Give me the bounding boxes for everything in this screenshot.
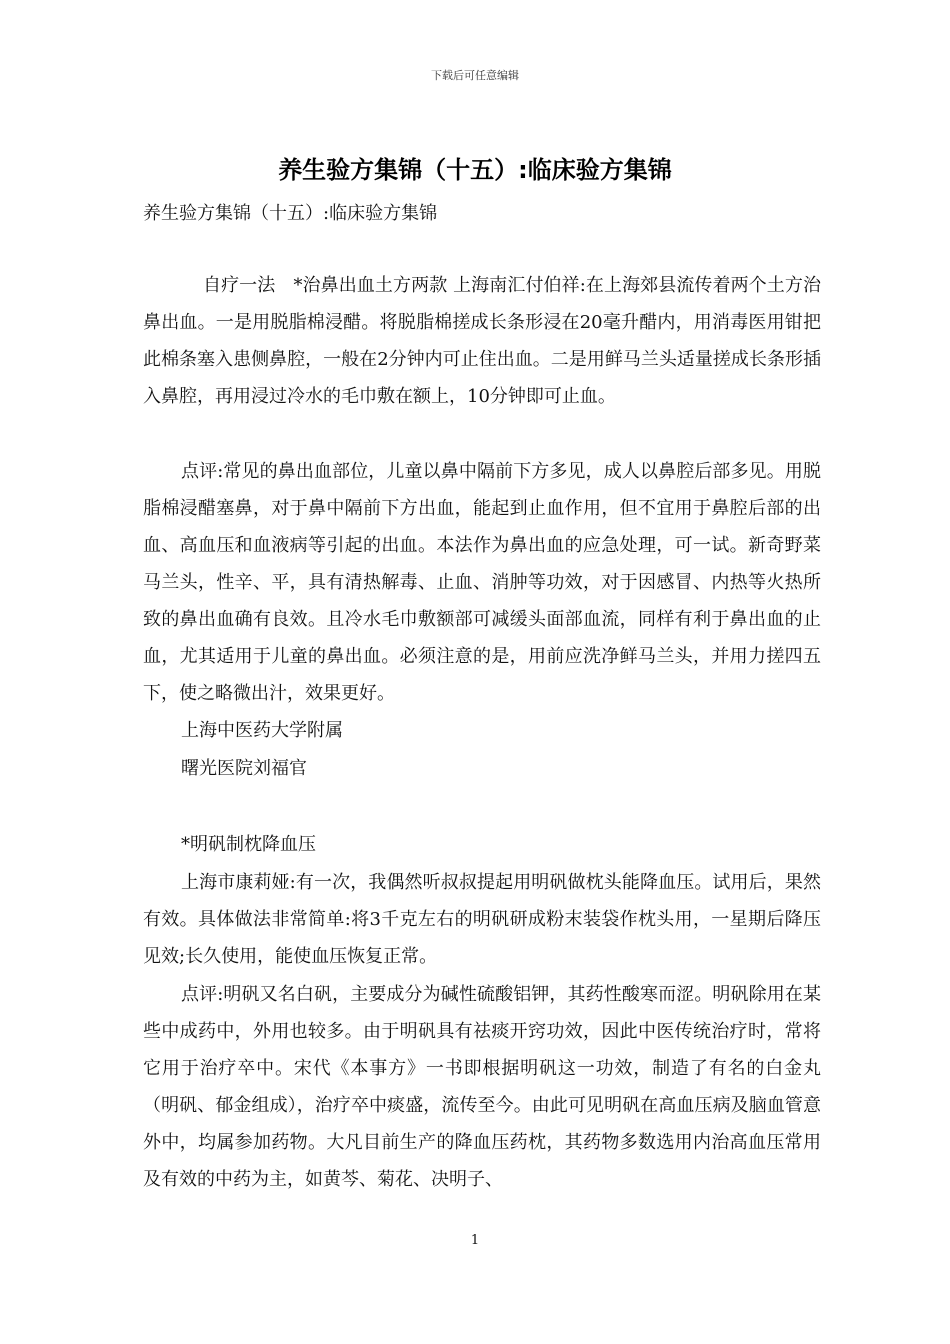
document-title: 养生验方集锦（十五）:临床验方集锦 [278,156,672,184]
document-subtitle: 养生验方集锦（十五）:临床验方集锦 [143,203,438,224]
section1-intro-paragraph: 自疗一法 *治鼻出血土方两款 上海南汇付伯祥:在上海郊县流传着两个土方治鼻出血。一是用脱脂棉浸醋。将脱脂棉搓成长条形浸在20毫升醋内，用消毒医用钳把此棉条塞入患侧鼻腔，一般在2分钟内可止住出血。二是用鲜马兰头适量搓成长条形插入鼻腔，再用浸过冷水的毛巾敷在额上，10分钟即可止血。 [143,275,821,407]
section1-author-name: 曙光医院刘福官 [181,758,307,779]
section1-comment-paragraph: 点评:常见的鼻出血部位，儿童以鼻中隔前下方多见，成人以鼻腔后部多见。用脱脂棉浸醋塞鼻，对于鼻中隔前下方出血，能起到止血作用，但不宜用于鼻腔后部的出血、高血压和血液病等引起的出血。本法作为鼻出血的应急处理，可一试。新奇野菜马兰头，性辛、平，具有清热解毒、止血、消肿等功效，对于因感冒、内热等火热所致的鼻出血确有良效。且冷水毛巾敷额部可减缓头面部血流，同样有利于鼻出血的止血，尤其适用于儿童的鼻出血。必须注意的是，用前应洗净鲜马兰头，并用力搓四五下，使之略微出汁，效果更好。 [143,461,821,704]
section2-intro-paragraph: 上海市康莉娅:有一次，我偶然听叔叔提起用明矾做枕头能降血压。试用后，果然有效。具体做法非常简单:将3千克左右的明矾研成粉末装袋作枕头用，一星期后降压见效;长久使用，能使血压恢复正常。 [143,872,821,967]
section2-heading: *明矾制枕降血压 [181,834,316,855]
page-header-note: 下载后可任意编辑 [431,69,519,82]
section1-author-affiliation: 上海中医药大学附属 [181,720,343,741]
page-number: 1 [470,1233,480,1248]
section2-comment-paragraph: 点评:明矾又名白矾，主要成分为碱性硫酸铝钾，其药性酸寒而涩。明矾除用在某些中成药中，外用也较多。由于明矾具有祛痰开窍功效，因此中医传统治疗时，常将它用于治疗卒中。宋代《本事方》一书即根据明矾这一功效，制造了有名的白金丸（明矾、郁金组成），治疗卒中痰盛，流传至今。由此可见明矾在高血压病及脑血管意外中，均属参加药物。大凡目前生产的降血压药枕，其药物多数选用内治高血压常用及有效的中药为主，如黄芩、菊花、决明子、 [143,984,821,1190]
